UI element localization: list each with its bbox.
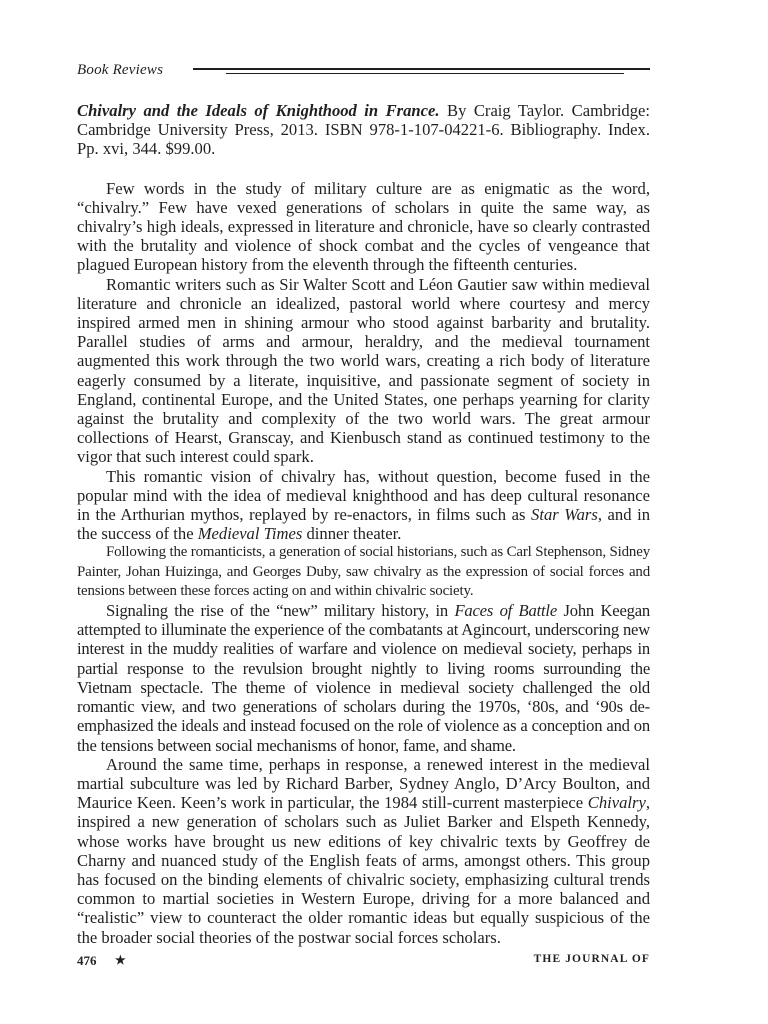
journal-name: THE JOURNAL OF <box>533 953 650 965</box>
paragraph-3-text-a: This romantic vision of chivalry has, without question, become fused in the popular mind with the idea of medieval knighthood and has deep cultural resonance in the Arthurian mythos, replayed by re-enactors, in films such as <box>77 466 650 525</box>
paragraph-3-text-b: , and in the success of the <box>77 505 650 544</box>
paragraph-5 <box>77 601 650 755</box>
book-title: Chivalry and the Ideals of Knighthood in France. <box>77 101 440 120</box>
paragraph-3-text-c: dinner theater. <box>302 524 402 544</box>
star-wars-title: Star Wars <box>531 505 598 525</box>
book-details: By Craig Taylor. Cambridge: Cambridge University Press, 2013. ISBN 978-1-107-04221-6. Bibliography. Index. Pp. xvi, 344. $99.00. <box>77 101 650 159</box>
running-head: Book Reviews <box>77 62 164 78</box>
paragraph-5-text-a: Signaling the rise of the “new” military history, in <box>106 601 455 621</box>
header-rule-thin <box>226 73 624 74</box>
paragraph-5-text-b: John Keegan attempted to illuminate the experience of the combatants at Agincourt, underscoring new interest in the muddy realities of warfare and violence on medieval society, perhaps in partial response to the revulsion brought nightly to living rooms surrounding the Vietnam spectacle. The theme of violence in medieval society challenged the old romantic view, and two generations of scholars during the 1970s, ‘80s, and ‘90s de-emphasized the ideals and instead focused on the role of violence as a conception and on the tensions between social mechanisms of honor, fame, and shame. <box>77 601 650 755</box>
review-body <box>77 101 650 947</box>
book-citation <box>77 101 650 159</box>
paragraph-6-text-b: , inspired a new generation of scholars such as Juliet Barker and Elspeth Kennedy, whose works have brought us new editions of key chivalric texts by Geoffrey de Charny and nuanced study of the English feats of arms, amongst others. This group has focused on the binding elements of chivalric society, emphasizing cultural trends common to martial societies in Western Europe, driving for a more balanced and “realistic” view to counteract the older romantic ideas but equally suspicious of the the broader social theories of the postwar social forces scholars. <box>77 793 650 947</box>
page-number: 476 <box>77 953 97 968</box>
paragraph-6-text-a: Around the same time, perhaps in response, a renewed interest in the medieval martial subculture was led by Richard Barber, Sydney Anglo, D’Arcy Boulton, and Maurice Keen. Keen’s work in particular, the 1984 still-current masterpiece <box>77 754 650 813</box>
header-rule-thick <box>193 68 650 70</box>
paragraph-6 <box>77 755 650 947</box>
paragraph-1: Few words in the study of military culture are as enigmatic as the word, “chivalry.” Few have vexed generations of scholars in quite the same way, as chivalry’s high ideals, expressed in literature and chronicle, have so clearly contrasted with the brutality and violence of shock combat and the cycles of vengeance that plagued European history from the eleventh through the fifteenth centuries. <box>77 178 650 275</box>
medieval-times-title: Medieval Times <box>197 524 303 544</box>
paragraph-2: Romantic writers such as Sir Walter Scott and Léon Gautier saw within medieval literature and chronicle an idealized, pastoral world where courtesy and mercy inspired armed men in shining armour who stood against barbarity and brutality. Parallel studies of arms and armour, heraldry, and the medieval tournament augmented this work through the two world wars, creating a rich body of literature eagerly consumed by a literate, inquisitive, and passionate segment of society in England, continental Europe, and the United States, one perhaps yearning for clarity against the brutality and complexity of the two world wars. The great armour collections of Hearst, Granscay, and Kienbusch stand as continued testimony to the vigor that such interest could spark. <box>77 274 650 467</box>
star-icon: ★ <box>115 953 126 967</box>
paragraph-4: Following the romanticists, a generation of social historians, such as Carl Stephenson, Sidney Painter, Johan Huizinga, and Georges Duby, saw chivalry as the expression of social forces and tensions between these forces acting on and within chivalric society. <box>77 544 650 599</box>
faces-of-battle-title: Faces of Battle <box>454 601 557 621</box>
chivalry-title: Chivalry <box>587 793 646 813</box>
paragraph-3 <box>77 467 650 544</box>
